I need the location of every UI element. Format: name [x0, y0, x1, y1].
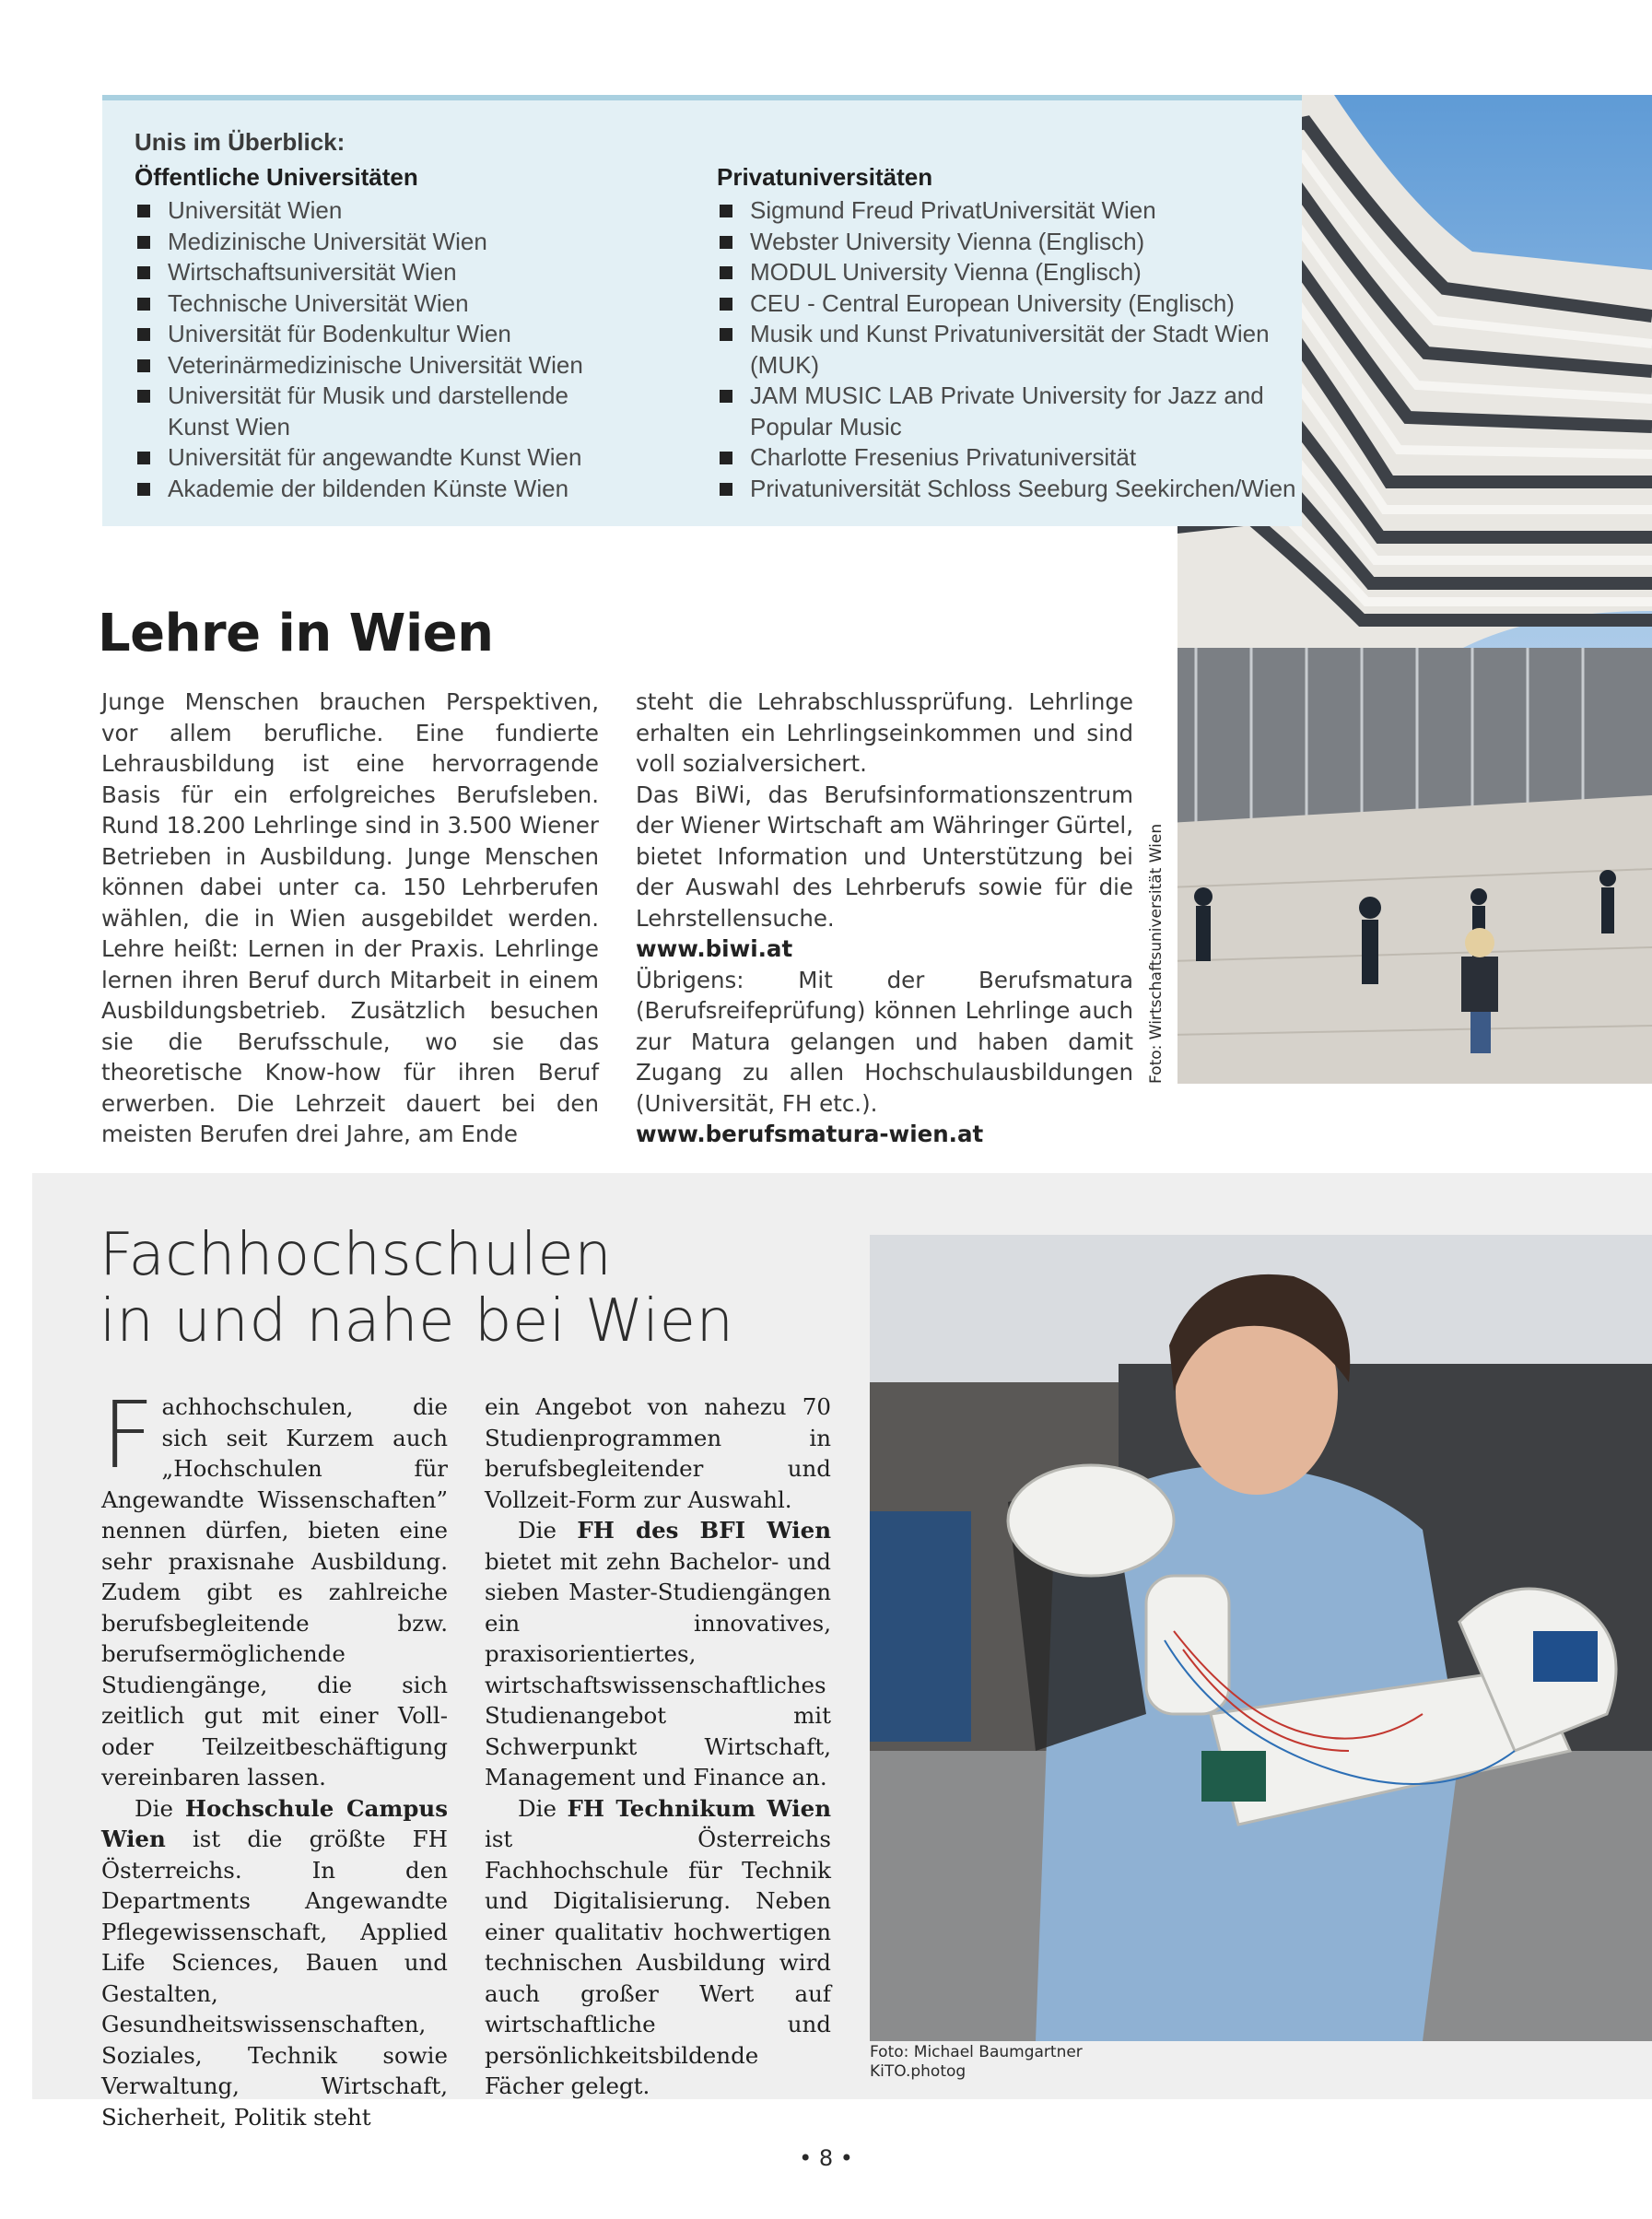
public-universities-list: [135, 195, 669, 504]
credit-line: Foto: Michael Baumgartner: [870, 2043, 1083, 2061]
fh-title: [100, 1222, 734, 1355]
list-item: Medizinische Universität Wien: [135, 227, 669, 258]
list-item: Veterinärmedizinische Universität Wien: [135, 350, 669, 382]
fh-paragraph: achhochschulen, die sich seit Kurzem auch „Hochschulen für Angewandte Wissenschaften” nennen dürfen, bieten eine sehr praxisnahe Ausbildung. Zudem gibt es zahlreiche berufsbegleitende bzw. berufsermöglichende Studiengänge, die sich zeitlich gut mit einer Voll- oder Teilzeitbeschäftigung vereinbaren lassen.: [101, 1393, 448, 1790]
private-universities-heading: Privatuniversitäten: [717, 163, 933, 191]
dropcap: F: [101, 1381, 155, 1489]
fh-bfi-wien: FH des BFI Wien: [577, 1517, 832, 1544]
list-item: Privatuniversität Schloss Seeburg Seekirchen/Wien: [717, 474, 1297, 505]
hochschule-campus-wien: Hochschule Campus Wien: [101, 1794, 448, 1852]
lehre-paragraph: steht die Lehrabschlussprüfung. Lehrlinge erhalten ein Lehrlingseinkommen und sind voll sozialversichert.: [636, 688, 1133, 777]
public-universities-column: [135, 163, 669, 504]
list-item: Universität Wien: [135, 195, 669, 227]
list-item: Charlotte Fresenius Privatuniversität: [717, 442, 1297, 474]
fh-text: ist die größte FH Österreichs. In den Departments Angewandte Pflegewissenschaft, Applied Life Sciences, Bauen und Gestalten, Gesundheitswissenschaften, Soziales, Technik sowie Verwaltung, Wirtschaft, Sicherheit, Politik steht: [101, 1826, 448, 2131]
list-item: Technische Universität Wien: [135, 288, 669, 320]
private-universities-column: [717, 163, 1297, 504]
lehre-column-2: [636, 687, 1133, 1150]
berufsmatura-link[interactable]: www.berufsmatura-wien.at: [636, 1121, 984, 1147]
list-item: Webster University Vienna (Englisch): [717, 227, 1297, 258]
biwi-link[interactable]: www.biwi.at: [636, 935, 793, 962]
list-item: CEU - Central European University (Englisch): [717, 288, 1297, 320]
robot-photo-credit: [870, 2043, 1083, 2082]
fh-column-1: [101, 1381, 448, 2132]
list-item: Sigmund Freud PrivatUniversität Wien: [717, 195, 1297, 227]
fh-title-line: in und nahe bei Wien: [100, 1287, 734, 1356]
fh-column-2: [485, 1391, 831, 2102]
private-universities-list: [717, 195, 1297, 504]
building-photo-credit: Foto: Wirtschaftsuniversität Wien: [1147, 823, 1166, 1084]
list-item: Universität für angewandte Kunst Wien: [135, 442, 669, 474]
list-item: Universität für Musik und darstellende Kunst Wien: [135, 381, 601, 442]
list-item: Universität für Bodenkultur Wien: [135, 319, 669, 350]
overview-heading: Unis im Überblick:: [135, 128, 346, 156]
universities-overview-box: [102, 95, 1302, 526]
public-universities-heading: Öffentliche Universitäten: [135, 163, 418, 191]
fh-text: ist Österreichs Fachhochschule für Technik und Digitalisierung. Neben einer qualitativ hochwertigen technischen Ausbildung wird auch großer Wert auf wirtschaftliche und persönlichkeitsbildende Fächer gelegt.: [485, 1826, 831, 2099]
list-item: MODUL University Vienna (Englisch): [717, 257, 1297, 288]
fh-technikum-wien: FH Technikum Wien: [567, 1794, 832, 1822]
credit-line: KiTO.photog: [870, 2062, 967, 2081]
lehre-paragraph: Das BiWi, das Berufsinformationszentrum der Wiener Wirtschaft am Währinger Gürtel, bietet Information und Unterstützung bei der Auswahl des Lehrberufs sowie für die Lehrstellensuche.: [636, 781, 1133, 932]
lehre-paragraph: Junge Menschen brauchen Perspektiven, vor allem berufliche. Eine fundierte Lehrausbildung ist eine hervorragende Basis für ein erfolgreiches Berufsleben. Rund 18.200 Lehrlinge sind in 3.500 Wiener Betrieben in Ausbildung. Junge Menschen können dabei unter ca. 150 Lehrberufen wählen, die in Wien ausgebildet werden. Lehre heißt: Lernen in der Praxis. Lehrlinge lernen ihren Beruf durch Mitarbeit in einem Ausbildungsbetrieb. Zusätzlich besuchen sie die Berufsschule, wo sie das theoretische Know-how für ihren Beruf erwerben. Die Lehrzeit dauert bei den meisten Berufen drei Jahre, am Ende: [101, 688, 599, 1147]
fh-text: Die: [518, 1794, 568, 1822]
fh-text: Die: [518, 1517, 578, 1544]
page-number: • 8 •: [799, 2145, 853, 2171]
fh-title-line: Fachhochschulen: [100, 1221, 613, 1289]
lehre-paragraph: Übrigens: Mit der Berufsmatura (Berufsreifeprüfung) können Lehrlinge auch zur Matura gelangen und haben damit Zugang zu allen Hochschulausbildungen (Universität, FH etc.).: [636, 966, 1133, 1117]
list-item: Akademie der bildenden Künste Wien: [135, 474, 669, 505]
fh-text: bietet mit zehn Bachelor- und sieben Master-Studiengängen ein innovatives, praxisorientiertes, wirtschaftswissenschaftliches Studienangebot mit Schwerpunkt Wirtschaft, Management und Finance an.: [485, 1547, 831, 1790]
list-item: JAM MUSIC LAB Private University for Jazz and Popular Music: [717, 381, 1275, 442]
list-item: Wirtschaftsuniversität Wien: [135, 257, 669, 288]
robot-arm-illustration: [870, 1235, 1652, 2041]
lehre-title: Lehre in Wien: [98, 604, 494, 663]
fh-text: Die: [135, 1794, 185, 1822]
lehre-column-1: [101, 687, 599, 1150]
fh-paragraph: ein Angebot von nahezu 70 Studienprogrammen in berufsbegleitender und Vollzeit-Form zur Auswahl.: [485, 1393, 831, 1513]
robot-arm-photo: [870, 1235, 1652, 2041]
list-item: Musik und Kunst Privatuniversität der Stadt Wien (MUK): [717, 319, 1275, 381]
